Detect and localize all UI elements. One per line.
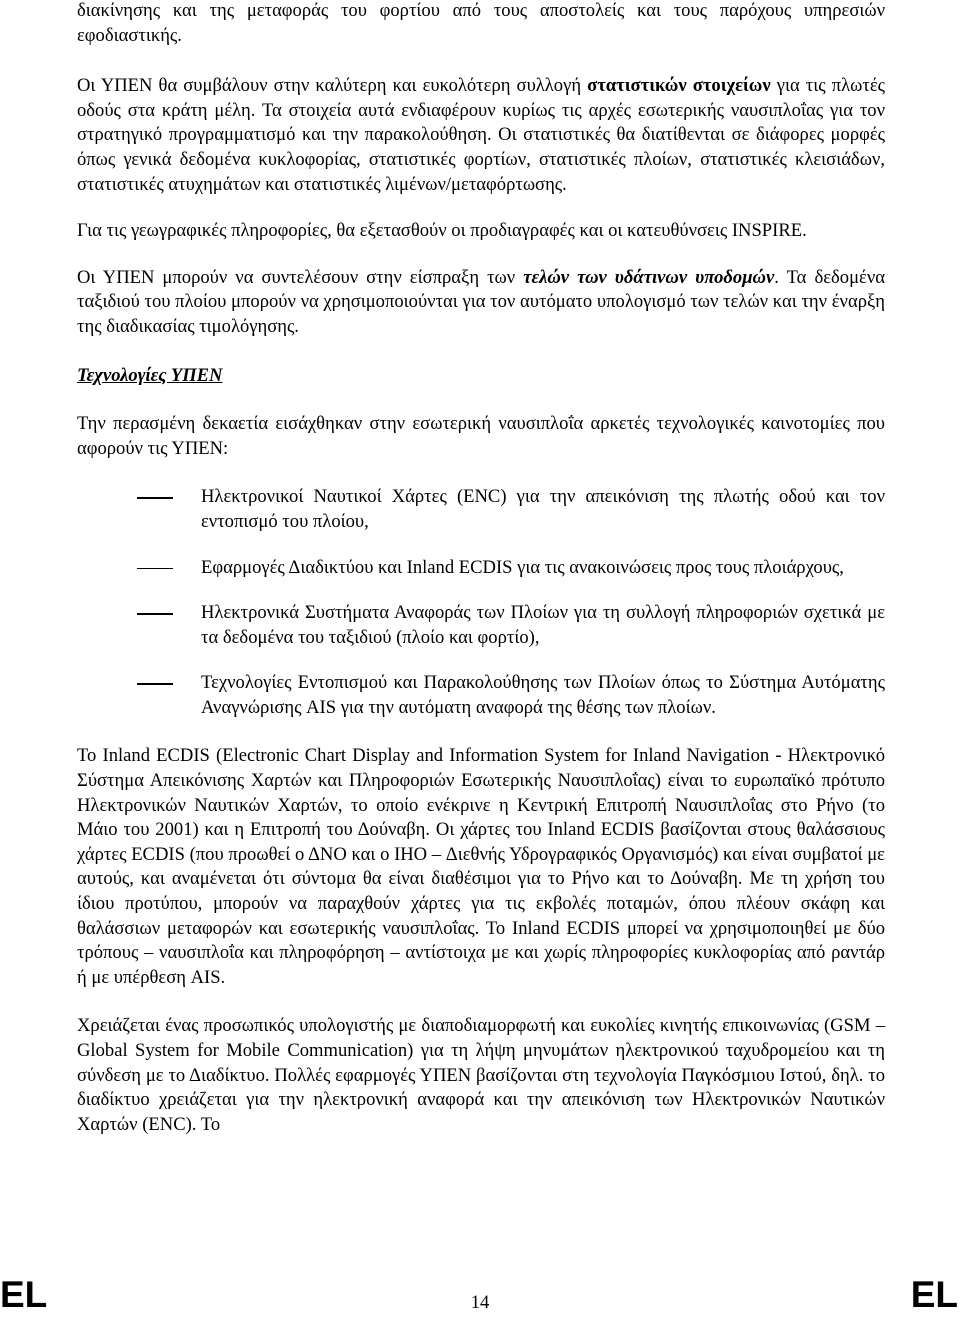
dash-bullet-icon: [137, 568, 173, 570]
paragraph-infrastructure-charges: [77, 266, 885, 340]
list-item: [77, 556, 885, 581]
statistics-bold-term: στατιστικών στοιχείων: [587, 75, 771, 97]
list-item-text: Εφαρμογές Διαδικτύου και Inland ECDIS για τις ανακοινώσεις προς τους πλοιάρχους,: [201, 556, 844, 578]
language-code-right: EL: [910, 1274, 958, 1315]
charges-text-end: . Τα δεδομένα ταξιδιού του πλοίου μπορούν να χρησιμοποιούνται για τον αυτόματο υπολογισμό των τελών και την έναρξη της διαδικασίας τιμολόγησης.: [77, 266, 885, 337]
dash-bullet-icon: [137, 497, 173, 499]
page-number: 14: [470, 1292, 490, 1313]
charges-text-start: Οι ΥΠΕΝ μπορούν να συντελέσουν στην είσπραξη των: [77, 266, 524, 288]
list-item: [77, 671, 885, 720]
section-heading: Τεχνολογίες ΥΠΕΝ: [77, 364, 223, 386]
paragraph-gsm-requirements: Χρειάζεται ένας προσωπικός υπολογιστής με διαποδιαμορφωτή και ευκολίες κινητής επικοινωνίας (GSM – Global System for Mobile Communication) για τη λήψη μηνυμάτων ηλεκτρονικού ταχυδρομείου και τη σύνδεση με το Διαδίκτυο. Πολλές εφαρμογές ΥΠΕΝ βασίζονται στη τεχνολογία Παγκόσμιου Ιστού, δηλ. το διαδίκτυο χρειάζεται για την ηλεκτρονική αναφορά και την απεικόνιση των Ηλεκτρονικών Ναυτικών Χαρτών (ENC). Το: [77, 1015, 885, 1135]
dash-bullet-icon: [137, 683, 173, 685]
dash-bullet-icon: [137, 613, 173, 615]
list-item: [77, 601, 885, 650]
list-item-text: Ηλεκτρονικοί Ναυτικοί Χάρτες (ENC) για την απεικόνιση της πλωτής οδού και τον εντοπισμό του πλοίου,: [201, 486, 885, 532]
paragraph-statistics: [77, 74, 885, 197]
statistics-text-end: για τις πλωτές οδούς στα κράτη μέλη. Τα στοιχεία αυτά ενδιαφέρουν κυρίως τις αρχές εσωτερικής ναυσιπλοΐας για τον στρατηγικό προγραμματισμό και την παρακολούθηση. Οι στατιστικές θα διατίθενται σε διάφορες μορφές όπως γενικά δεδομένα κυκλοφορίας, στατιστικές φορτίων, στατιστικές πλοίων, στατιστικές κλεισιάδων, στατιστικές ατυχημάτων και στατιστικές λιμένων/μεταφόρτωσης.: [77, 75, 886, 195]
paragraph-innovations-intro: Την περασμένη δεκαετία εισάχθηκαν στην εσωτερική ναυσιπλοΐα αρκετές τεχνολογικές καινοτομίες που αφορούν τις ΥΠΕΝ:: [77, 413, 885, 459]
list-item-text: Τεχνολογίες Εντοπισμού και Παρακολούθησης των Πλοίων όπως το Σύστημα Αυτόματης Αναγνώρισης AIS για την αυτόματη αναφορά της θέσης των πλοίων.: [201, 672, 885, 718]
innovations-list: [77, 485, 885, 720]
paragraph-logistics: διακίνησης και της μεταφοράς του φορτίου από τους αποστολείς και τους παρόχους υπηρεσιών εφοδιαστικής.: [77, 0, 885, 46]
paragraph-geographic-info: Για τις γεωγραφικές πληροφορίες, θα εξετασθούν οι προδιαγραφές και οι κατευθύνσεις INSPIRE.: [77, 220, 807, 242]
list-item: [77, 485, 885, 534]
list-item-text: Ηλεκτρονικά Συστήματα Αναφοράς των Πλοίων για τη συλλογή πληροφοριών σχετικά με τα δεδομένα του ταξιδιού (πλοίο και φορτίο),: [201, 602, 885, 648]
charges-emphasis-term: τελών των υδάτινων υποδομών: [523, 266, 775, 288]
statistics-text-start: Οι ΥΠΕΝ θα συμβάλουν στην καλύτερη και ευκολότερη συλλογή: [77, 75, 588, 97]
language-code-left: EL: [0, 1274, 48, 1315]
document-body: [77, 0, 885, 1137]
paragraph-inland-ecdis: To Inland ECDIS (Electronic Chart Display and Information System for Inland Navigation - Ηλεκτρονικό Σύστημα Απεικόνισης Χαρτών και Πληροφοριών Εσωτερικής Ναυσιπλοΐας) είναι το ευρωπαϊκό πρότυπο Ηλεκτρονικών Ναυτικών Χαρτών, το οποίο ενέκρινε η Κεντρική Επιτροπή Ναυσιπλοΐας στο Ρήνο (το Μάιο του 2001) και η Επιτροπή του Δούναβη. Οι χάρτες του Inland ECDIS βασίζονται στους θαλάσσιους χάρτες ECDIS (που προωθεί ο ΔΝΟ και ο IHO – Διεθνής Υδρογραφικός Οργανισμός) και είναι συμβατοί με αυτούς, και αναμένεται ότι σύντομα θα είναι διαθέσιμοι για το Ρήνο και το Δούναβη. Με τη χρήση του ίδιου προτύπου, μπορούν να παραχθούν χάρτες για τις εκβολές ποταμών, όπου πλέουν σκάφη και θαλάσσιων μεταφορών και εσωτερικής ναυσιπλοΐας. Το Inland ECDIS μπορεί να χρησιμοποιηθεί με δύο τρόπους – ναυσιπλοΐα και πληροφόρηση – αντίστοιχα με και χωρίς πληροφορίες κυκλοφορίας από ραντάρ ή με υπέρθεση AIS.: [77, 745, 885, 988]
